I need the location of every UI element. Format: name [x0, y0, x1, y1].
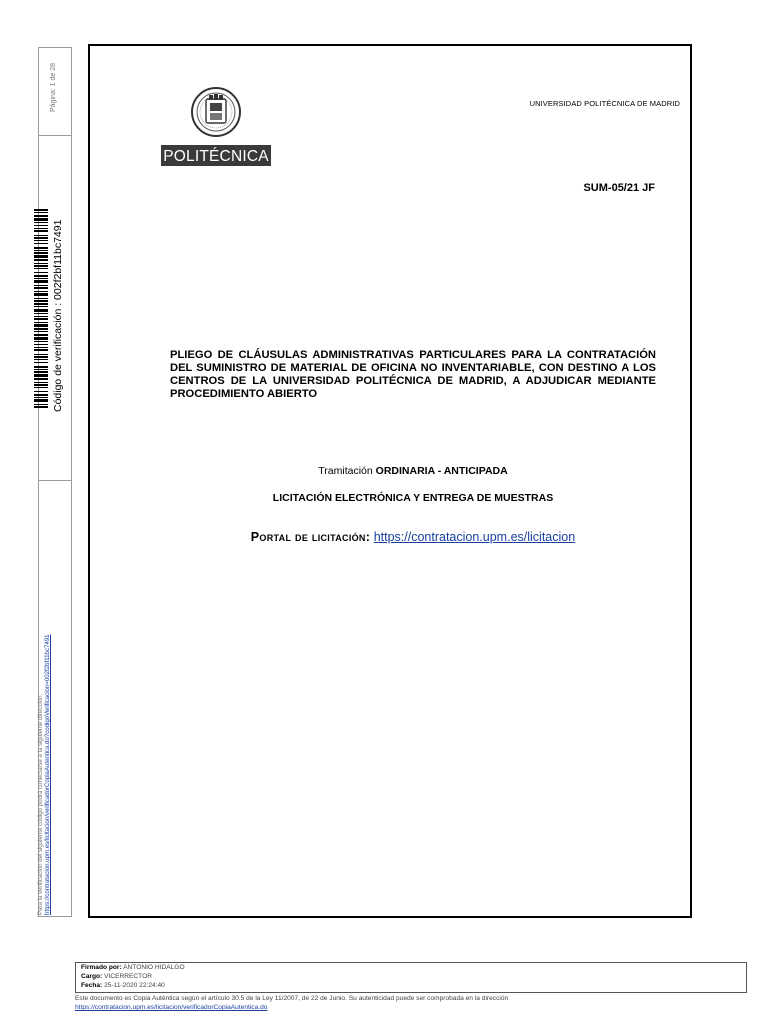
- tramitacion-label: Tramitación: [318, 465, 373, 477]
- university-seal-icon: [192, 88, 240, 136]
- portal-label: Portal de licitación:: [250, 530, 371, 544]
- logo-text: POLITÉCNICA: [163, 148, 269, 165]
- strip-divider: [38, 480, 72, 481]
- document-reference: SUM-05/21 JF: [583, 182, 655, 194]
- strip-divider: [38, 135, 72, 136]
- document-title: PLIEGO DE CLÁUSULAS ADMINISTRATIVAS PARTICULARES PARA LA CONTRATACIÓN DEL SUMINISTRO DE MATERIAL DE OFICINA NO INVENTARIABLE, CON DESTINO A LOS CENTROS DE LA UNIVERSIDAD POLITÉCNICA DE MADRID, A ADJUDICAR MEDIANTE PROCEDIMIENTO ABIERTO: [170, 349, 656, 400]
- signed-by: Firmado por: ANTONIO HIDALGO: [81, 964, 185, 971]
- portal-line: [170, 530, 656, 544]
- document-frame: [88, 44, 692, 918]
- authenticity-note: Este documento es Copia Auténtica según el artículo 30.5 de la Ley 11/2007, de 22 de Junio. Su autenticidad puede ser comprobada en la dirección: [75, 995, 509, 1002]
- signature-date: Fecha: 25-11-2020 22:24:40: [81, 982, 165, 989]
- tramitacion: [170, 465, 656, 477]
- tramitacion-value: ORDINARIA - ANTICIPADA: [375, 465, 508, 477]
- authenticity-link[interactable]: https://contratacion.upm.es/licitacion/verificadorCopiaAutentica.do: [75, 1004, 268, 1011]
- page-number: Página: 1 de 28: [50, 62, 57, 112]
- signer-role: Cargo: VICERRECTOR: [81, 973, 152, 980]
- verification-note: Para la verificación del siguiente código podrá conectarse a la siguiente dirección:: [37, 693, 44, 915]
- barcode: [34, 209, 48, 408]
- university-name: UNIVERSIDAD POLITÉCNICA DE MADRID: [529, 99, 680, 108]
- upm-logo: [161, 86, 271, 166]
- verification-code: Código de verificación : 002f2bf11bc7491: [52, 219, 64, 412]
- licitacion-type: LICITACIÓN ELECTRÓNICA Y ENTREGA DE MUESTRAS: [272, 492, 554, 504]
- portal-link[interactable]: https://contratacion.upm.es/licitacion: [373, 530, 576, 544]
- verification-link[interactable]: https://contratacion.upm.es/licitacion/verificadorCopiaAutentica.do?codigoVerificacion=002f2bf11bc7491: [44, 634, 51, 915]
